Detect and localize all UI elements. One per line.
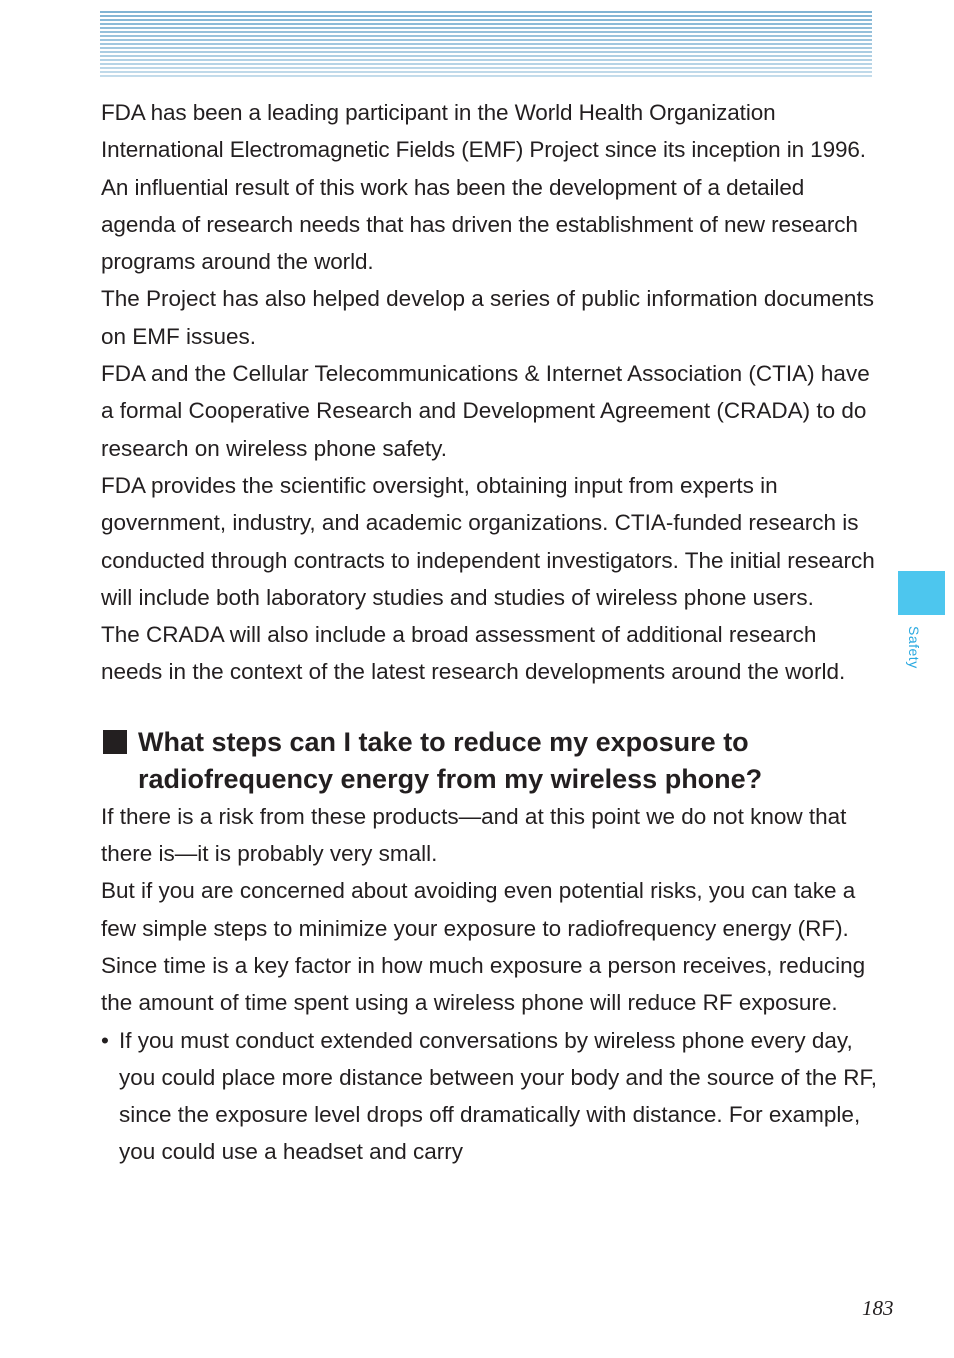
section-tab-label: Safety [906, 626, 922, 669]
paragraph-crada-agreement: FDA and the Cellular Telecommunications & Internet Association (CTIA) have a formal Cooperative Research and Development Agreement (CRADA) to do research on wireless phone safety. [101, 361, 870, 461]
bullet-dot-icon: • [101, 1027, 109, 1053]
page-content [101, 94, 881, 1171]
section-heading-text: What steps can I take to reduce my exposure to radiofrequency energy from my wireless phone? [138, 726, 763, 794]
paragraph-scientific-oversight: FDA provides the scientific oversight, obtaining input from experts in government, industry, and academic organizations. CTIA-funded research is conducted through contracts to independent investigators. The initial research will include both laboratory studies and studies of wireless phone users. [101, 472, 875, 610]
paragraph-reduce-exposure: But if you are concerned about avoiding even potential risks, you can take a few simple steps to minimize your exposure to radiofrequency energy (RF). Since time is a key factor in how much exposure a person receives, reducing the amount of time spent using a wireless phone will reduce RF exposure. [101, 878, 866, 1016]
list-item-text: If you must conduct extended conversations by wireless phone every day, you could place more distance between your body and the source of the RF, since the exposure level drops off dramatically with distance. For example, you could use a headset and carry [119, 1027, 877, 1165]
list-item [101, 1022, 881, 1171]
paragraph-who-emf-project: FDA has been a leading participant in the World Health Organization International Electromagnetic Fields (EMF) Project since its inception in 1996. An influential result of this work has been the development of a detailed agenda of research needs that has driven the establishment of new research programs around the world. [101, 100, 866, 275]
page-number: 183 [862, 1296, 894, 1320]
section-heading [101, 724, 881, 798]
paragraph-risk-small: If there is a risk from these products—and at this point we do not know that there is—it is probably very small. [101, 803, 847, 867]
paragraph-crada-assessment: The CRADA will also include a broad assessment of additional research needs in the context of the latest research developments around the world. [101, 622, 846, 685]
header-decoration [100, 11, 872, 78]
paragraph-public-information: The Project has also helped develop a series of public information documents on EMF issues. [101, 286, 874, 349]
section-tab [898, 571, 945, 615]
square-bullet-icon [103, 730, 127, 754]
